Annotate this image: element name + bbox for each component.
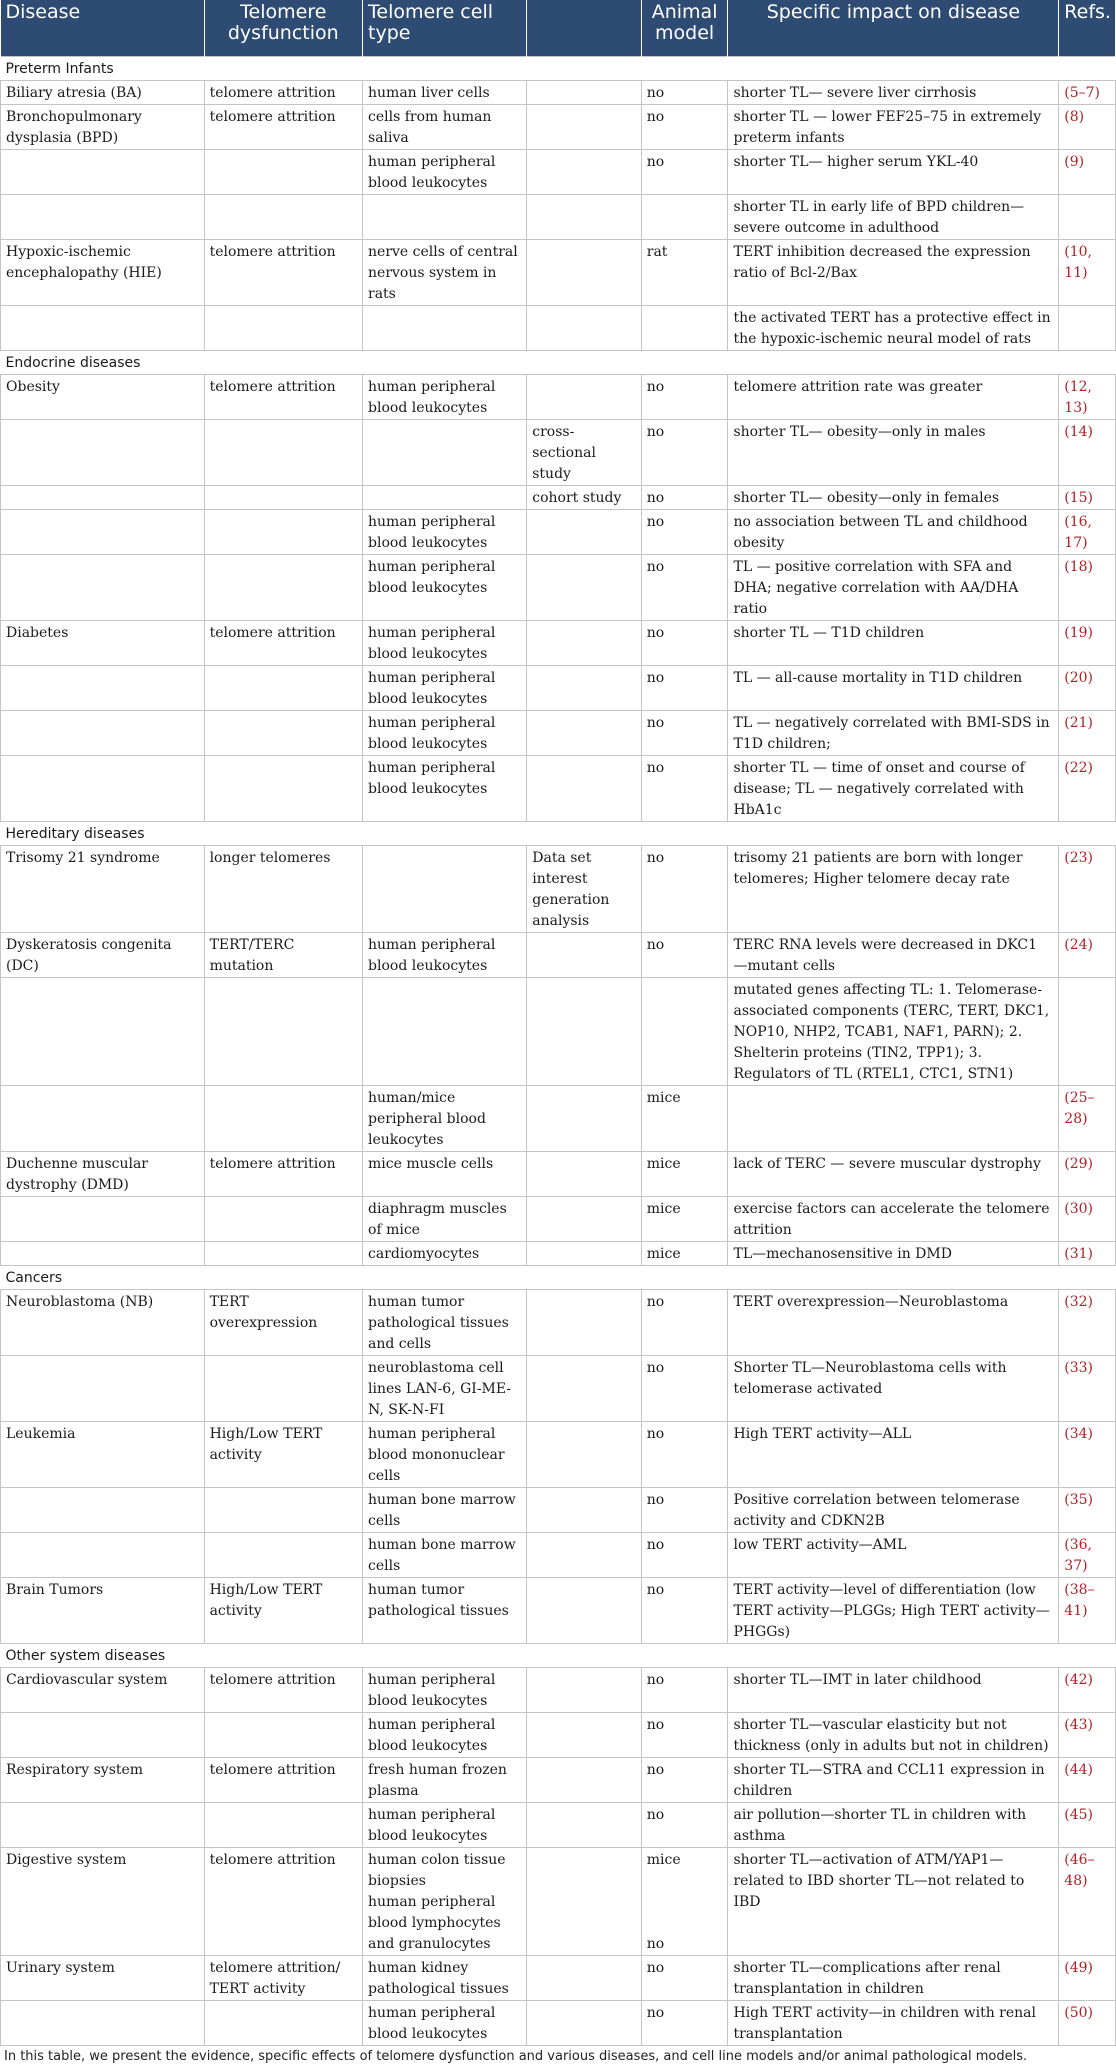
- cell-disease: [1, 755, 205, 821]
- cell-disease: [1, 2000, 205, 2045]
- table-body: [1, 56, 1116, 2045]
- cell-study-design: [527, 1955, 642, 2000]
- cell-study-design: [527, 1289, 642, 1355]
- cell-cell-type: human tumor pathological tissues: [363, 1577, 527, 1643]
- cell-specific-impact: High TERT activity—ALL: [728, 1421, 1059, 1487]
- cell-cell-type: cardiomyocytes: [363, 1241, 527, 1265]
- cell-refs: (34): [1059, 1421, 1116, 1487]
- cell-disease: Duchenne muscular dystrophy (DMD): [1, 1151, 205, 1196]
- cell-specific-impact: TERT overexpression—Neuroblastoma: [728, 1289, 1059, 1355]
- cell-cell-type: human peripheral blood leukocytes: [363, 620, 527, 665]
- cell-study-design: [527, 1196, 642, 1241]
- cell-study-design: [527, 80, 642, 104]
- cell-cell-type: human peripheral blood leukocytes: [363, 1712, 527, 1757]
- cell-specific-impact: shorter TL — lower FEF25–75 in extremely preterm infants: [728, 104, 1059, 149]
- cell-telomere-dysfunction: telomere attrition: [204, 80, 362, 104]
- section-title: Other system diseases: [1, 1643, 1116, 1667]
- cell-cell-type: [363, 845, 527, 932]
- cell-disease: Digestive system: [1, 1847, 205, 1955]
- table-row: [1, 1667, 1116, 1712]
- cell-refs: (19): [1059, 620, 1116, 665]
- cell-cell-type: human peripheral blood mononuclear cells: [363, 1421, 527, 1487]
- cell-specific-impact: shorter TL— obesity—only in males: [728, 419, 1059, 485]
- cell-refs: (9): [1059, 149, 1116, 194]
- cell-cell-type: [363, 194, 527, 239]
- cell-disease: [1, 1532, 205, 1577]
- cell-animal-model: rat: [641, 239, 728, 305]
- cell-refs: (12, 13): [1059, 374, 1116, 419]
- cell-specific-impact: telomere attrition rate was greater: [728, 374, 1059, 419]
- cell-animal-model: [641, 194, 728, 239]
- cell-disease: [1, 305, 205, 350]
- cell-cell-type: nerve cells of central nervous system in rats: [363, 239, 527, 305]
- cell-specific-impact: trisomy 21 patients are born with longer telomeres; Higher telomere decay rate: [728, 845, 1059, 932]
- cell-study-design: [527, 194, 642, 239]
- cell-disease: Biliary atresia (BA): [1, 80, 205, 104]
- cell-telomere-dysfunction: [204, 977, 362, 1085]
- cell-cell-type: neuroblastoma cell lines LAN-6, GI-ME-N, SK-N-FI: [363, 1355, 527, 1421]
- cell-specific-impact: air pollution—shorter TL in children with asthma: [728, 1802, 1059, 1847]
- cell-refs: (22): [1059, 755, 1116, 821]
- cell-animal-model: no: [641, 1712, 728, 1757]
- cell-specific-impact: Shorter TL—Neuroblastoma cells with telomerase activated: [728, 1355, 1059, 1421]
- cell-animal-model: [641, 305, 728, 350]
- cell-study-design: [527, 2000, 642, 2045]
- cell-disease: [1, 977, 205, 1085]
- cell-telomere-dysfunction: telomere attrition: [204, 104, 362, 149]
- table-row: [1, 194, 1116, 239]
- cell-animal-model: no: [641, 80, 728, 104]
- cell-animal-model: mice: [641, 1241, 728, 1265]
- cell-disease: [1, 1355, 205, 1421]
- cell-refs: (46–48): [1059, 1847, 1116, 1955]
- cell-animal-model: no: [641, 1955, 728, 2000]
- table-row: [1, 710, 1116, 755]
- header-specific-impact: Specific impact on disease: [728, 0, 1059, 56]
- cell-specific-impact: [728, 1085, 1059, 1151]
- cell-specific-impact: shorter TL — time of onset and course of disease; TL — negatively correlated with HbA1c: [728, 755, 1059, 821]
- cell-specific-impact: TL—mechanosensitive in DMD: [728, 1241, 1059, 1265]
- cell-refs: (32): [1059, 1289, 1116, 1355]
- cell-disease: Neuroblastoma (NB): [1, 1289, 205, 1355]
- cell-animal-model: no: [641, 1667, 728, 1712]
- cell-animal-model: no: [641, 1802, 728, 1847]
- cell-refs: (45): [1059, 1802, 1116, 1847]
- cell-telomere-dysfunction: telomere attrition: [204, 1151, 362, 1196]
- cell-refs: (35): [1059, 1487, 1116, 1532]
- table-row: [1, 932, 1116, 977]
- cell-specific-impact: the activated TERT has a protective effect in the hypoxic-ischemic neural model of rats: [728, 305, 1059, 350]
- cell-study-design: [527, 977, 642, 1085]
- cell-animal-model: no: [641, 710, 728, 755]
- cell-telomere-dysfunction: [204, 2000, 362, 2045]
- cell-refs: (25–28): [1059, 1085, 1116, 1151]
- table-row: [1, 1487, 1116, 1532]
- cell-animal-model: no: [641, 1487, 728, 1532]
- cell-specific-impact: TERT inhibition decreased the expression ratio of Bcl-2/Bax: [728, 239, 1059, 305]
- cell-specific-impact: shorter TL— obesity—only in females: [728, 485, 1059, 509]
- cell-cell-type: fresh human frozen plasma: [363, 1757, 527, 1802]
- cell-disease: Diabetes: [1, 620, 205, 665]
- cell-animal-model: no: [641, 104, 728, 149]
- cell-disease: Hypoxic-ischemic encephalopathy (HIE): [1, 239, 205, 305]
- cell-disease: [1, 485, 205, 509]
- cell-animal-model: no: [641, 419, 728, 485]
- header-blank: [527, 0, 642, 56]
- cell-disease: Brain Tumors: [1, 1577, 205, 1643]
- cell-refs: (23): [1059, 845, 1116, 932]
- cell-disease: [1, 419, 205, 485]
- cell-refs: (38–41): [1059, 1577, 1116, 1643]
- section-row: [1, 1643, 1116, 1667]
- table-row: [1, 1085, 1116, 1151]
- cell-refs: (29): [1059, 1151, 1116, 1196]
- table-header-row: [1, 0, 1116, 56]
- cell-telomere-dysfunction: [204, 1712, 362, 1757]
- table-row: [1, 1757, 1116, 1802]
- cell-study-design: [527, 1577, 642, 1643]
- cell-telomere-dysfunction: telomere attrition: [204, 1847, 362, 1955]
- cell-refs: [1059, 977, 1116, 1085]
- cell-telomere-dysfunction: [204, 665, 362, 710]
- cell-refs: (42): [1059, 1667, 1116, 1712]
- cell-study-design: [527, 665, 642, 710]
- table-row: [1, 1955, 1116, 2000]
- table-row: [1, 2000, 1116, 2045]
- cell-specific-impact: exercise factors can accelerate the telomere attrition: [728, 1196, 1059, 1241]
- cell-specific-impact: shorter TL—activation of ATM/YAP1— related to IBD shorter TL—not related to IBD: [728, 1847, 1059, 1955]
- cell-animal-model: no: [641, 665, 728, 710]
- table-row: [1, 509, 1116, 554]
- cell-telomere-dysfunction: telomere attrition: [204, 1667, 362, 1712]
- cell-animal-model: no: [641, 485, 728, 509]
- table-row: [1, 1712, 1116, 1757]
- cell-refs: (50): [1059, 2000, 1116, 2045]
- cell-animal-model: no: [641, 1577, 728, 1643]
- cell-animal-model: no: [641, 620, 728, 665]
- cell-study-design: [527, 620, 642, 665]
- cell-refs: (18): [1059, 554, 1116, 620]
- cell-telomere-dysfunction: [204, 194, 362, 239]
- cell-disease: [1, 1802, 205, 1847]
- cell-refs: (49): [1059, 1955, 1116, 2000]
- cell-study-design: [527, 104, 642, 149]
- cell-refs: (31): [1059, 1241, 1116, 1265]
- cell-telomere-dysfunction: [204, 1802, 362, 1847]
- cell-telomere-dysfunction: telomere attrition: [204, 239, 362, 305]
- cell-telomere-dysfunction: telomere attrition: [204, 374, 362, 419]
- cell-cell-type: human bone marrow cells: [363, 1532, 527, 1577]
- cell-study-design: [527, 755, 642, 821]
- cell-cell-type: mice muscle cells: [363, 1151, 527, 1196]
- cell-animal-model: no: [641, 149, 728, 194]
- cell-study-design: [527, 374, 642, 419]
- cell-animal-model: no: [641, 509, 728, 554]
- cell-telomere-dysfunction: longer telomeres: [204, 845, 362, 932]
- cell-cell-type: cells from human saliva: [363, 104, 527, 149]
- cell-specific-impact: TL — negatively correlated with BMI-SDS in T1D children;: [728, 710, 1059, 755]
- cell-cell-type: human kidney pathological tissues: [363, 1955, 527, 2000]
- cell-disease: [1, 149, 205, 194]
- cell-specific-impact: Positive correlation between telomerase activity and CDKN2B: [728, 1487, 1059, 1532]
- cell-animal-model: mice: [641, 1085, 728, 1151]
- cell-refs: (10, 11): [1059, 239, 1116, 305]
- cell-study-design: [527, 305, 642, 350]
- cell-study-design: [527, 1487, 642, 1532]
- cell-telomere-dysfunction: High/Low TERT activity: [204, 1421, 362, 1487]
- table-row: [1, 1355, 1116, 1421]
- cell-specific-impact: shorter TL—complications after renal transplantation in children: [728, 1955, 1059, 2000]
- cell-disease: [1, 1241, 205, 1265]
- cell-disease: Trisomy 21 syndrome: [1, 845, 205, 932]
- cell-refs: [1059, 194, 1116, 239]
- cell-animal-model: no: [641, 374, 728, 419]
- table-row: [1, 305, 1116, 350]
- cell-refs: (21): [1059, 710, 1116, 755]
- cell-refs: (36, 37): [1059, 1532, 1116, 1577]
- cell-telomere-dysfunction: [204, 1085, 362, 1151]
- cell-study-design: cross-sectional study: [527, 419, 642, 485]
- table-row: [1, 755, 1116, 821]
- cell-disease: [1, 509, 205, 554]
- cell-disease: [1, 1085, 205, 1151]
- cell-telomere-dysfunction: telomere attrition/ TERT activity: [204, 1955, 362, 2000]
- cell-telomere-dysfunction: [204, 305, 362, 350]
- cell-cell-type: human bone marrow cells: [363, 1487, 527, 1532]
- cell-study-design: [527, 1757, 642, 1802]
- cell-disease: [1, 1487, 205, 1532]
- cell-telomere-dysfunction: [204, 149, 362, 194]
- cell-specific-impact: shorter TL—vascular elasticity but not thickness (only in adults but not in children): [728, 1712, 1059, 1757]
- table-row: [1, 374, 1116, 419]
- cell-refs: (14): [1059, 419, 1116, 485]
- cell-refs: (20): [1059, 665, 1116, 710]
- cell-animal-model: no: [641, 755, 728, 821]
- cell-animal-model: no: [641, 1289, 728, 1355]
- cell-animal-model: no: [641, 1421, 728, 1487]
- cell-study-design: Data set interest generation analysis: [527, 845, 642, 932]
- table-row: [1, 104, 1116, 149]
- cell-telomere-dysfunction: [204, 1487, 362, 1532]
- cell-animal-model: [641, 977, 728, 1085]
- cell-animal-model: no: [641, 932, 728, 977]
- cell-specific-impact: TERC RNA levels were decreased in DKC1 —mutant cells: [728, 932, 1059, 977]
- table-row: [1, 149, 1116, 194]
- cell-cell-type: [363, 485, 527, 509]
- table-row: [1, 1577, 1116, 1643]
- cell-refs: (43): [1059, 1712, 1116, 1757]
- cell-cell-type: human tumor pathological tissues and cells: [363, 1289, 527, 1355]
- section-row: [1, 56, 1116, 80]
- cell-specific-impact: TL — all-cause mortality in T1D children: [728, 665, 1059, 710]
- table-footnote: In this table, we present the evidence, specific effects of telomere dysfunction and various diseases, and cell line models and/or animal pathological models.: [4, 2048, 1028, 2064]
- cell-study-design: [527, 932, 642, 977]
- cell-animal-model: no: [641, 2000, 728, 2045]
- section-row: [1, 821, 1116, 845]
- cell-specific-impact: no association between TL and childhood obesity: [728, 509, 1059, 554]
- cell-specific-impact: shorter TL—IMT in later childhood: [728, 1667, 1059, 1712]
- cell-study-design: [527, 1532, 642, 1577]
- cell-refs: (8): [1059, 104, 1116, 149]
- cell-animal-model: no: [641, 1532, 728, 1577]
- cell-specific-impact: TL — positive correlation with SFA and DHA; negative correlation with AA/DHA ratio: [728, 554, 1059, 620]
- cell-disease: Respiratory system: [1, 1757, 205, 1802]
- table-row: [1, 1532, 1116, 1577]
- header-animal-model: Animal model: [641, 0, 728, 56]
- cell-study-design: [527, 509, 642, 554]
- section-row: [1, 350, 1116, 374]
- cell-disease: Cardiovascular system: [1, 1667, 205, 1712]
- cell-study-design: [527, 1241, 642, 1265]
- table-row: [1, 1802, 1116, 1847]
- cell-telomere-dysfunction: [204, 485, 362, 509]
- cell-study-design: [527, 1421, 642, 1487]
- table-row: [1, 1289, 1116, 1355]
- cell-refs: (44): [1059, 1757, 1116, 1802]
- cell-study-design: [527, 149, 642, 194]
- cell-cell-type: human peripheral blood leukocytes: [363, 1667, 527, 1712]
- cell-cell-type: human peripheral blood leukocytes: [363, 509, 527, 554]
- cell-disease: [1, 1196, 205, 1241]
- table-row: [1, 845, 1116, 932]
- cell-animal-model: mice no: [641, 1847, 728, 1955]
- table-row: [1, 80, 1116, 104]
- section-title: Preterm Infants: [1, 56, 1116, 80]
- cell-specific-impact: low TERT activity—AML: [728, 1532, 1059, 1577]
- cell-cell-type: human peripheral blood leukocytes: [363, 710, 527, 755]
- section-title: Hereditary diseases: [1, 821, 1116, 845]
- cell-study-design: cohort study: [527, 485, 642, 509]
- cell-specific-impact: High TERT activity—in children with renal transplantation: [728, 2000, 1059, 2045]
- cell-disease: Obesity: [1, 374, 205, 419]
- cell-study-design: [527, 710, 642, 755]
- cell-refs: (24): [1059, 932, 1116, 977]
- cell-cell-type: human peripheral blood leukocytes: [363, 932, 527, 977]
- cell-study-design: [527, 1085, 642, 1151]
- cell-specific-impact: shorter TL— severe liver cirrhosis: [728, 80, 1059, 104]
- cell-animal-model: mice: [641, 1196, 728, 1241]
- cell-specific-impact: shorter TL in early life of BPD children—severe outcome in adulthood: [728, 194, 1059, 239]
- cell-cell-type: human peripheral blood leukocytes: [363, 374, 527, 419]
- header-telomere-dysfunction: Telomere dysfunction: [204, 0, 362, 56]
- table-row: [1, 977, 1116, 1085]
- cell-disease: Leukemia: [1, 1421, 205, 1487]
- cell-disease: Dyskeratosis congenita (DC): [1, 932, 205, 977]
- cell-specific-impact: lack of TERC — severe muscular dystrophy: [728, 1151, 1059, 1196]
- cell-study-design: [527, 1355, 642, 1421]
- cell-cell-type: human peripheral blood leukocytes: [363, 665, 527, 710]
- cell-cell-type: human peripheral blood leukocytes: [363, 2000, 527, 2045]
- cell-specific-impact: shorter TL— higher serum YKL-40: [728, 149, 1059, 194]
- cell-disease: [1, 1712, 205, 1757]
- cell-disease: [1, 710, 205, 755]
- table-row: [1, 239, 1116, 305]
- cell-refs: (15): [1059, 485, 1116, 509]
- section-title: Cancers: [1, 1265, 1116, 1289]
- cell-refs: (16, 17): [1059, 509, 1116, 554]
- cell-cell-type: human/mice peripheral blood leukocytes: [363, 1085, 527, 1151]
- cell-refs: (30): [1059, 1196, 1116, 1241]
- cell-disease: [1, 194, 205, 239]
- cell-telomere-dysfunction: [204, 509, 362, 554]
- table-row: [1, 620, 1116, 665]
- cell-telomere-dysfunction: [204, 419, 362, 485]
- cell-study-design: [527, 1151, 642, 1196]
- cell-study-design: [527, 1712, 642, 1757]
- cell-telomere-dysfunction: [204, 755, 362, 821]
- cell-refs: [1059, 305, 1116, 350]
- cell-specific-impact: mutated genes affecting TL: 1. Telomerase-associated components (TERC, TERT, DKC1, NOP10, NHP2, TCAB1, NAF1, PARN); 2. Shelterin proteins (TIN2, TPP1); 3. Regulators of TL (RTEL1, CTC1, STN1): [728, 977, 1059, 1085]
- header-disease: Disease: [1, 0, 205, 56]
- section-title: Endocrine diseases: [1, 350, 1116, 374]
- cell-animal-model: no: [641, 845, 728, 932]
- cell-telomere-dysfunction: [204, 1355, 362, 1421]
- cell-cell-type: human peripheral blood leukocytes: [363, 554, 527, 620]
- table-row: [1, 1196, 1116, 1241]
- cell-telomere-dysfunction: [204, 1196, 362, 1241]
- cell-cell-type: human peripheral blood leukocytes: [363, 149, 527, 194]
- cell-specific-impact: shorter TL—STRA and CCL11 expression in children: [728, 1757, 1059, 1802]
- cell-telomere-dysfunction: [204, 1532, 362, 1577]
- cell-telomere-dysfunction: [204, 1241, 362, 1265]
- cell-disease: Urinary system: [1, 1955, 205, 2000]
- cell-cell-type: human colon tissue biopsies human peripheral blood lymphocytes and granulocytes: [363, 1847, 527, 1955]
- cell-cell-type: human peripheral blood leukocytes: [363, 755, 527, 821]
- cell-telomere-dysfunction: telomere attrition: [204, 1757, 362, 1802]
- cell-cell-type: [363, 419, 527, 485]
- cell-cell-type: [363, 305, 527, 350]
- cell-study-design: [527, 1802, 642, 1847]
- section-row: [1, 1265, 1116, 1289]
- cell-study-design: [527, 1667, 642, 1712]
- table-row: [1, 554, 1116, 620]
- cell-study-design: [527, 239, 642, 305]
- cell-study-design: [527, 554, 642, 620]
- cell-specific-impact: TERT activity—level of differentiation (low TERT activity—PLGGs; High TERT activity—PHGGs): [728, 1577, 1059, 1643]
- table-row: [1, 1241, 1116, 1265]
- cell-animal-model: no: [641, 1757, 728, 1802]
- cell-telomere-dysfunction: [204, 710, 362, 755]
- cell-cell-type: [363, 977, 527, 1085]
- table-row: [1, 1151, 1116, 1196]
- header-telomere-cell-type: Telomere cell type: [363, 0, 527, 56]
- cell-telomere-dysfunction: TERT overexpression: [204, 1289, 362, 1355]
- cell-cell-type: human peripheral blood leukocytes: [363, 1802, 527, 1847]
- cell-telomere-dysfunction: [204, 554, 362, 620]
- table-row: [1, 485, 1116, 509]
- cell-disease: [1, 554, 205, 620]
- cell-cell-type: human liver cells: [363, 80, 527, 104]
- table-row: [1, 665, 1116, 710]
- table-row: [1, 1421, 1116, 1487]
- cell-telomere-dysfunction: High/Low TERT activity: [204, 1577, 362, 1643]
- cell-animal-model: no: [641, 554, 728, 620]
- cell-cell-type: diaphragm muscles of mice: [363, 1196, 527, 1241]
- cell-refs: (5–7): [1059, 80, 1116, 104]
- cell-telomere-dysfunction: telomere attrition: [204, 620, 362, 665]
- table-row: [1, 419, 1116, 485]
- cell-animal-model: mice: [641, 1151, 728, 1196]
- cell-disease: [1, 665, 205, 710]
- cell-animal-model: no: [641, 1355, 728, 1421]
- header-refs: Refs.: [1059, 0, 1116, 56]
- cell-specific-impact: shorter TL — T1D children: [728, 620, 1059, 665]
- cell-disease: Bronchopulmonary dysplasia (BPD): [1, 104, 205, 149]
- cell-refs: (33): [1059, 1355, 1116, 1421]
- cell-telomere-dysfunction: TERT/TERC mutation: [204, 932, 362, 977]
